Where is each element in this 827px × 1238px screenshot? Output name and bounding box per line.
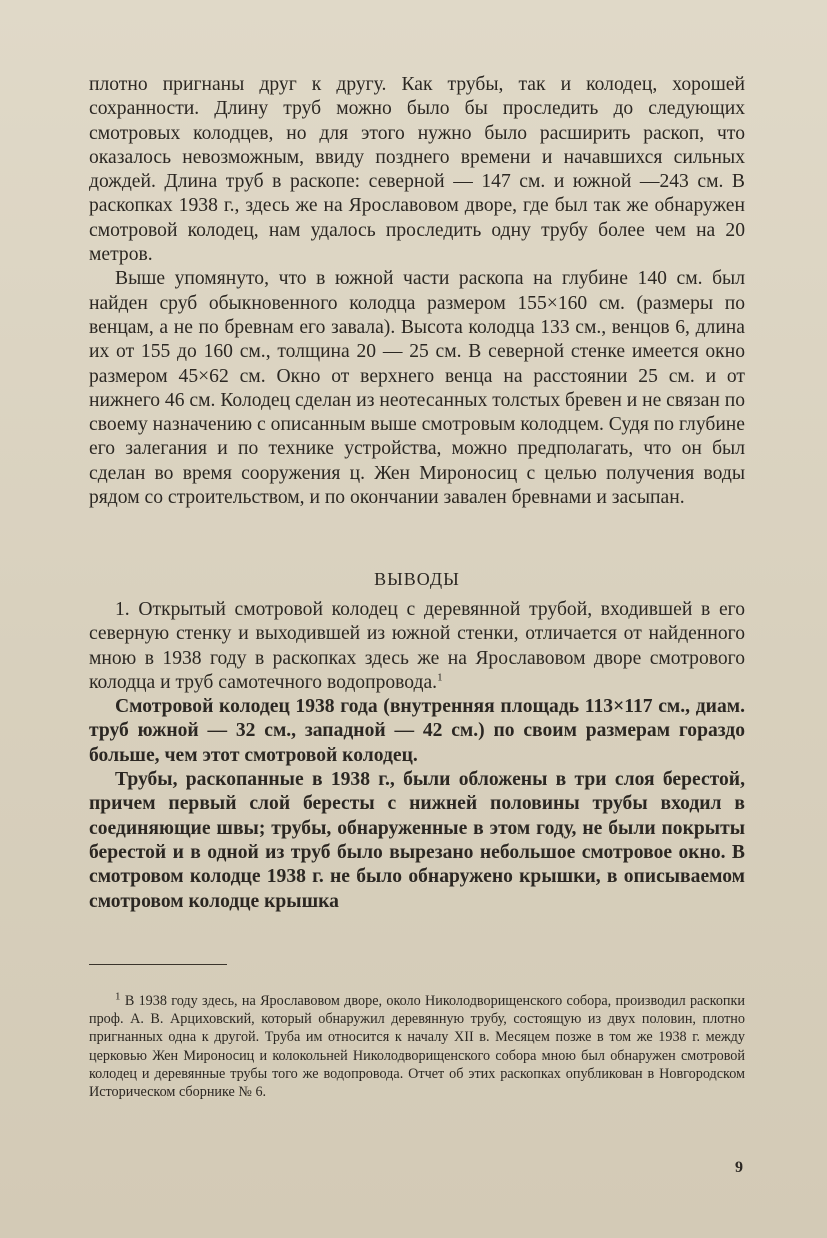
paragraph-continuation: плотно пригнаны друг к другу. Как трубы, так и колодец, хорошей сохранности. Длину труб можно было бы проследить до следующих смотровых колодцев, но для этого нужно было расширить раскоп, что оказалось невозможным, ввиду позднего времени и начавшихся сильных дождей. Длина труб в раскопе: северной — 147 см. и южной —243 см. В раскопках 1938 г., здесь же на Ярославовом дворе, где был так же обнаружен смотровой колодец, нам удалось проследить одну трубу более чем на 20 метров.: [89, 74, 745, 266]
conclusions-text: [89, 598, 745, 914]
footnote-divider: [89, 964, 227, 965]
main-text: [89, 73, 745, 510]
conclusion-paragraph-1: [89, 598, 745, 695]
paragraph-well-description: Выше упомянуто, что в южной части раскопа на глубине 140 см. был найден сруб обыкновенного колодца размером 155×160 см. (размеры по венцам, а не по бревнам его завала). Высота колодца 133 см., венцов 6, длина их от 155 до 160 см., толщина 20 — 25 см. В северной стенке имеется окно размером 45×62 см. Окно от верхнего венца на расстоянии 25 см. и от нижнего 46 см. Колодец сделан из неотесанных толстых бревен и не связан по своему назначению с описанным выше смотровым колодцем. Судя по глубине его залегания и по технике устройства, можно предполагать, что он был сделан во время сооружения ц. Жен Мироносиц с целью получения воды рядом со строительством, и по окончании завален бревнами и засыпан.: [89, 268, 745, 509]
footnote-reference: 1: [437, 671, 443, 684]
section-heading: ВЫВОДЫ: [374, 569, 460, 589]
footnote-text: В 1938 году здесь, на Ярославовом дворе, около Николодворищенского собора, производил раскопки проф. А. В. Арциховский, который обнаружил деревянную трубу, состоящую из двух половин, плотно пригнанных одна к другой. Труба им относится к началу XII в. Месяцем позже в том же 1938 г. между церковью Жен Мироносиц и колокольней Николодворищенского собора мною был обнаружен смотровой колодец и деревянные трубы того же водопровода. Отчет об этих раскопках опубликован в Новгородском Историческом сборнике № 6.: [89, 993, 745, 1101]
footnote-paragraph: [89, 992, 745, 1101]
conclusion-paragraph-2: Смотровой колодец 1938 года (внутренняя площадь 113×117 см., диам. труб южной — 32 см., западной — 42 см.) по своим размерам гораздо больше, чем этот смотровой колодец.: [89, 696, 745, 766]
footnote-marker: 1: [115, 990, 121, 1003]
footnote: [89, 992, 745, 1101]
conclusion-paragraph-3: Трубы, раскопанные в 1938 г., были обложены в три слоя берестой, причем первый слой бересты с нижней половины трубы входил в соединяющие швы; трубы, обнаруженные в этом году, не были покрыты берестой и в одной из труб было вырезано небольшое смотровое окно. В смотровом колодце 1938 г. не было обнаружено крышки, в описываемом смотровом колодце крышка: [89, 769, 745, 912]
page-number: 9: [735, 1159, 743, 1176]
conclusion-1-text: 1. Открытый смотровой колодец с деревянной трубой, входившей в его северную стенку и выходившей из южной стенки, отличается от найденного мною в 1938 году в раскопках здесь же на Ярославовом дворе смотрового колодца и труб самотечного водопровода.: [89, 599, 745, 693]
